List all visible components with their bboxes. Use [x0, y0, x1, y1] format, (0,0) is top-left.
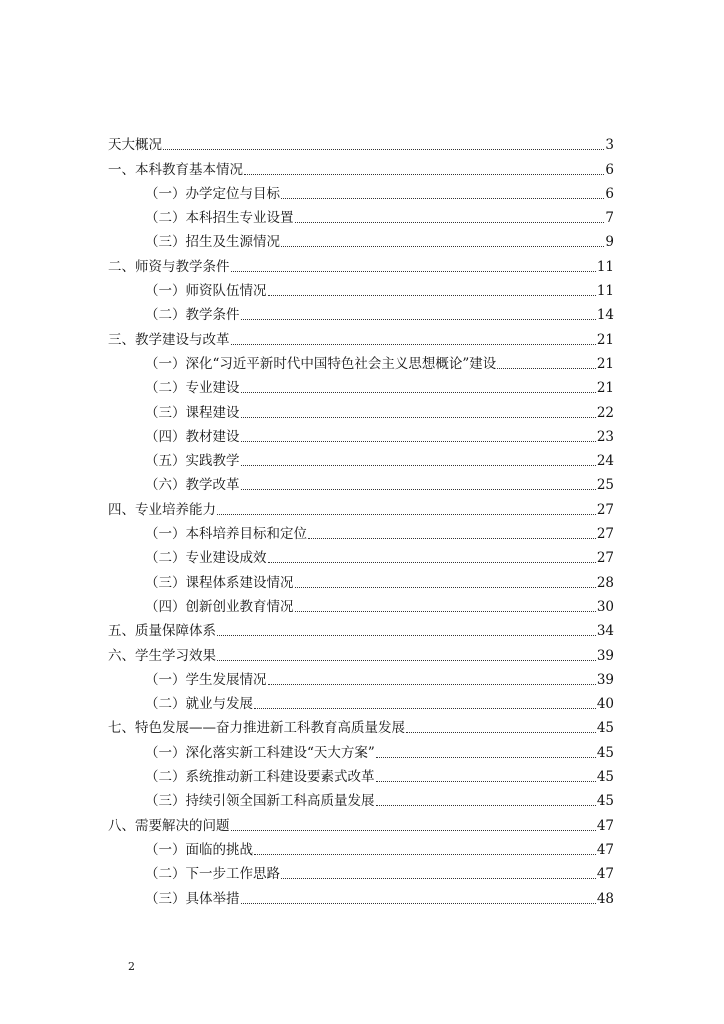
toc-subsection-entry[interactable] [108, 519, 614, 543]
toc-section-entry[interactable] [108, 494, 614, 518]
dot-leader [376, 805, 596, 806]
toc-entry-page-number: 21 [596, 380, 614, 397]
toc-subsection-entry[interactable] [108, 446, 614, 470]
toc-entry-title: （二）专业建设 [145, 380, 240, 397]
page-number: 2 [128, 960, 135, 973]
toc-entry-title: （二）教学条件 [145, 307, 240, 324]
dot-leader [241, 441, 596, 442]
dot-leader [217, 514, 596, 515]
toc-section-entry[interactable] [108, 154, 614, 178]
toc-entry-page-number: 45 [596, 744, 614, 761]
toc-subsection-entry[interactable] [108, 567, 614, 591]
toc-entry-page-number: 6 [605, 185, 614, 202]
toc-entry-title: （一）师资队伍情况 [145, 283, 267, 300]
toc-subsection-entry[interactable] [108, 543, 614, 567]
dot-leader [281, 246, 604, 247]
toc-section-entry[interactable] [108, 640, 614, 664]
toc-subsection-entry[interactable] [108, 422, 614, 446]
toc-subsection-entry[interactable] [108, 786, 614, 810]
toc-entry-title: （四）创新创业教育情况 [145, 598, 294, 615]
toc-entry-title: （六）教学改革 [145, 477, 240, 494]
dot-leader [241, 319, 596, 320]
toc-entry-title: （三）课程建设 [145, 404, 240, 421]
toc-section-entry[interactable] [108, 251, 614, 275]
dot-leader [241, 392, 596, 393]
toc-entry-page-number: 27 [596, 526, 614, 543]
toc-section-entry[interactable] [108, 616, 614, 640]
toc-entry-page-number: 23 [596, 428, 614, 445]
dot-leader [376, 757, 596, 758]
dot-leader [268, 684, 596, 685]
toc-entry-title: 一、本科教育基本情况 [108, 161, 243, 178]
toc-subsection-entry[interactable] [108, 179, 614, 203]
toc-subsection-entry[interactable] [108, 470, 614, 494]
toc-entry-page-number: 47 [596, 817, 614, 834]
toc-subsection-entry[interactable] [108, 883, 614, 907]
toc-subsection-entry[interactable] [108, 689, 614, 713]
toc-entry-title: （一）本科培养目标和定位 [145, 526, 307, 543]
toc-entry-page-number: 45 [596, 769, 614, 786]
toc-subsection-entry[interactable] [108, 859, 614, 883]
toc-entry-page-number: 21 [596, 355, 614, 372]
dot-leader [241, 489, 596, 490]
toc-entry-page-number: 24 [596, 453, 614, 470]
toc-entry-page-number: 47 [596, 866, 614, 883]
toc-entry-page-number: 9 [605, 234, 614, 251]
dot-leader [376, 781, 596, 782]
dot-leader [268, 562, 596, 563]
toc-entry-title: 七、特色发展——奋力推进新工科教育高质量发展 [108, 720, 405, 737]
toc-entry-page-number: 14 [596, 307, 614, 324]
toc-subsection-entry[interactable] [108, 300, 614, 324]
toc-entry-page-number: 34 [596, 623, 614, 640]
dot-leader [217, 635, 596, 636]
dot-leader [406, 732, 596, 733]
dot-leader [281, 878, 596, 879]
dot-leader [231, 830, 596, 831]
toc-entry-page-number: 45 [596, 720, 614, 737]
toc-subsection-entry[interactable] [108, 276, 614, 300]
toc-subsection-entry[interactable] [108, 762, 614, 786]
dot-leader [295, 222, 605, 223]
dot-leader [241, 417, 596, 418]
toc-entry-title: 六、学生学习效果 [108, 647, 216, 664]
toc-entry-page-number: 7 [605, 210, 614, 227]
toc-entry-title: （四）教材建设 [145, 428, 240, 445]
toc-section-entry[interactable] [108, 130, 614, 154]
toc-entry-title: 三、教学建设与改革 [108, 331, 230, 348]
toc-entry-title: （一）办学定位与目标 [145, 185, 280, 202]
dot-leader [231, 271, 596, 272]
toc-entry-page-number: 40 [596, 696, 614, 713]
toc-subsection-entry[interactable] [108, 737, 614, 761]
dot-leader [281, 198, 604, 199]
toc-entry-page-number: 11 [596, 258, 614, 275]
dot-leader [295, 587, 596, 588]
toc-subsection-entry[interactable] [108, 665, 614, 689]
toc-entry-title: （一）学生发展情况 [145, 671, 267, 688]
toc-entry-page-number: 39 [596, 671, 614, 688]
dot-leader [254, 854, 596, 855]
toc-entry-page-number: 22 [596, 404, 614, 421]
toc-section-entry[interactable] [108, 810, 614, 834]
toc-entry-page-number: 6 [605, 161, 614, 178]
toc-section-entry[interactable] [108, 324, 614, 348]
dot-leader [308, 538, 596, 539]
toc-entry-title: 四、专业培养能力 [108, 501, 216, 518]
toc-entry-title: （一）面临的挑战 [145, 841, 253, 858]
toc-entry-title: （二）系统推动新工科建设要素式改革 [145, 769, 375, 786]
dot-leader [217, 660, 596, 661]
toc-entry-page-number: 39 [596, 647, 614, 664]
toc-entry-page-number: 3 [605, 137, 614, 154]
dot-leader [268, 295, 596, 296]
toc-subsection-entry[interactable] [108, 592, 614, 616]
toc-entry-title: （二）专业建设成效 [145, 550, 267, 567]
toc-entry-title: （二）下一步工作思路 [145, 866, 280, 883]
dot-leader [497, 368, 596, 369]
toc-entry-title: 五、质量保障体系 [108, 623, 216, 640]
dot-leader [244, 174, 604, 175]
toc-entry-title: （三）具体举措 [145, 890, 240, 907]
dot-leader [254, 708, 596, 709]
toc-subsection-entry[interactable] [108, 397, 614, 421]
toc-entry-title: （二）就业与发展 [145, 696, 253, 713]
toc-entry-page-number: 45 [596, 793, 614, 810]
toc-entry-title: （三）持续引领全国新工科高质量发展 [145, 793, 375, 810]
toc-subsection-entry[interactable] [108, 203, 614, 227]
toc-entry-title: （二）本科招生专业设置 [145, 210, 294, 227]
dot-leader [241, 903, 596, 904]
toc-entry-page-number: 27 [596, 550, 614, 567]
toc-entry-page-number: 47 [596, 841, 614, 858]
toc-subsection-entry[interactable] [108, 373, 614, 397]
toc-subsection-entry[interactable] [108, 349, 614, 373]
toc-entry-page-number: 11 [596, 283, 614, 300]
dot-leader [295, 611, 596, 612]
toc-subsection-entry[interactable] [108, 835, 614, 859]
toc-entry-title: 天大概况 [108, 137, 162, 154]
toc-entry-title: （一）深化“习近平新时代中国特色社会主义思想概论”建设 [145, 355, 497, 372]
toc-entry-page-number: 48 [596, 890, 614, 907]
toc-entry-page-number: 27 [596, 501, 614, 518]
toc-entry-title: （一）深化落实新工科建设“天大方案” [145, 744, 375, 761]
toc-section-entry[interactable] [108, 713, 614, 737]
toc-entry-title: 二、师资与教学条件 [108, 258, 230, 275]
toc-entry-title: （五）实践教学 [145, 453, 240, 470]
toc-entry-page-number: 30 [596, 598, 614, 615]
dot-leader [163, 149, 604, 150]
toc-subsection-entry[interactable] [108, 227, 614, 251]
table-of-contents [108, 130, 614, 908]
toc-entry-page-number: 28 [596, 574, 614, 591]
dot-leader [241, 465, 596, 466]
dot-leader [231, 344, 596, 345]
toc-entry-title: （三）招生及生源情况 [145, 234, 280, 251]
toc-entry-page-number: 25 [596, 477, 614, 494]
toc-entry-title: 八、需要解决的问题 [108, 817, 230, 834]
toc-entry-page-number: 21 [596, 331, 614, 348]
toc-entry-title: （三）课程体系建设情况 [145, 574, 294, 591]
